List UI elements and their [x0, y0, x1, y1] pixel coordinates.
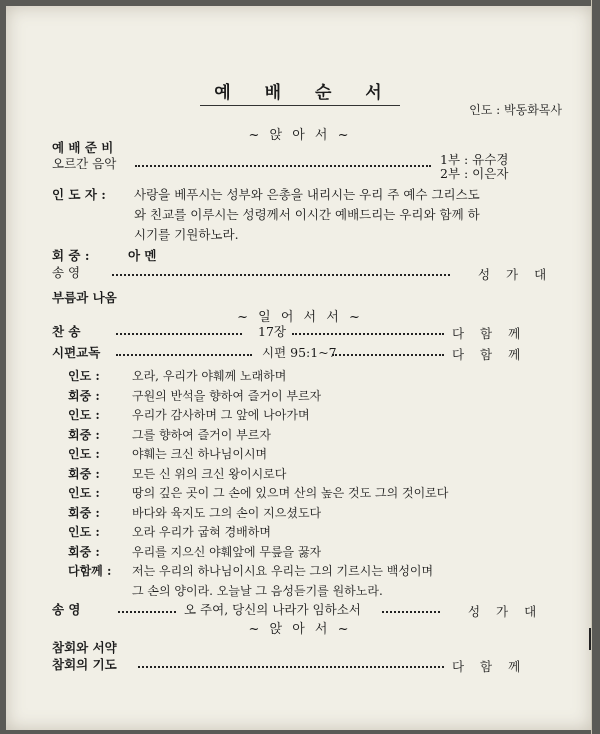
anthem-2-performer: 성 가 대 — [468, 604, 543, 619]
responsive-speaker: 회중 : — [68, 506, 100, 520]
section-sit-1: ~ 앉 아 서 ~ — [248, 128, 352, 143]
anthem-1-performer: 성 가 대 — [478, 267, 553, 282]
margin-mark — [589, 628, 591, 650]
responsive-line: 오라 우리가 굽혀 경배하며 — [132, 525, 271, 539]
responsive-speaker: 회중 : — [68, 428, 100, 442]
psalm-performer: 다 함 께 — [452, 347, 527, 362]
responsive-line: 바다와 육지도 그의 손이 지으셨도다 — [132, 506, 322, 520]
responsive-speaker: 회중 : — [68, 467, 100, 481]
amen-text: 아 멘 — [128, 248, 157, 263]
hymn-number: 17장 — [258, 324, 286, 339]
responsive-speaker: 인도 : — [68, 447, 100, 461]
hymn-label: 찬 송 — [52, 324, 81, 339]
congregation-label: 회 중 : — [52, 248, 90, 263]
anthem-2-label: 송 영 — [52, 602, 81, 617]
prayer-performer: 다 함 께 — [452, 659, 527, 674]
responsive-line: 구원의 반석을 향하여 즐거이 부르자 — [132, 389, 322, 403]
responsive-speaker: 인도 : — [68, 408, 100, 422]
psalm-label: 시편교독 — [52, 345, 101, 360]
invocation-line-3: 시기를 기원하노라. — [134, 227, 239, 242]
responsive-line: 저는 우리의 하나님이시요 우리는 그의 기르시는 백성이며 — [132, 564, 434, 578]
section-stand: ~ 일 어 서 서 ~ — [237, 310, 363, 325]
organ-part-2: 2부 : 이은자 — [440, 166, 509, 181]
hymn-performer: 다 함 께 — [452, 326, 527, 341]
organ-label: 오르간 음악 — [52, 156, 117, 171]
anthem-2-text: 오 주여, 당신의 나라가 임하소서 — [184, 602, 361, 617]
leader-dots — [135, 157, 431, 167]
officiant: 인도 : 박동화목사 — [469, 103, 562, 117]
responsive-speaker: 인도 : — [68, 369, 100, 383]
title-text: 예 배 순 서 — [200, 83, 399, 106]
confession-heading: 참회와 서약 — [52, 640, 117, 655]
responsive-line: 땅의 깊은 곳이 그 손에 있으며 산의 높은 것도 그의 것이로다 — [132, 486, 449, 500]
invocation-line-1: 사랑을 베푸시는 성부와 은총을 내리시는 우리 주 예수 그리스도 — [134, 187, 480, 202]
responsive-speaker: 다함께 : — [68, 564, 112, 578]
leader-dots — [112, 266, 450, 276]
leader-dots — [116, 325, 242, 335]
organ-part-1: 1부 : 유수경 — [440, 152, 509, 167]
leader-dots — [116, 346, 252, 356]
responsive-speaker: 인도 : — [68, 486, 100, 500]
leader-dots — [292, 325, 444, 335]
responsive-line: 모든 신 위의 크신 왕이시로다 — [132, 467, 287, 481]
responsive-line: 그 손의 양이라. 오늘날 그 음성듣기를 원하노라. — [132, 584, 383, 598]
leader-dots — [332, 346, 444, 356]
responsive-speaker: 인도 : — [68, 525, 100, 539]
responsive-speaker: 회중 : — [68, 545, 100, 559]
responsive-line: 우리가 감사하며 그 앞에 나아가며 — [132, 408, 310, 422]
prayer-label: 참회의 기도 — [52, 657, 117, 672]
leader-dots — [138, 658, 444, 668]
psalm-reference: 시편 95:1~7 — [262, 345, 337, 360]
leader-dots — [118, 603, 176, 613]
call-heading: 부름과 나옴 — [52, 290, 117, 305]
page-title — [0, 78, 600, 103]
anthem-1-label: 송 영 — [52, 265, 81, 280]
invocation-line-2: 와 친교를 이루시는 성령께서 이시간 예배드리는 우리와 함께 하 — [134, 207, 480, 222]
invocation-label: 인 도 자 : — [52, 187, 106, 202]
responsive-line: 우리를 지으신 야훼앞에 무릎을 꿇자 — [132, 545, 322, 559]
responsive-speaker: 회중 : — [68, 389, 100, 403]
section-sit-2: ~ 앉 아 서 ~ — [248, 622, 352, 637]
prep-heading: 예 배 준 비 — [52, 140, 114, 155]
responsive-line: 그를 향하여 즐거이 부르자 — [132, 428, 271, 442]
leader-dots — [382, 603, 440, 613]
responsive-line: 야훼는 크신 하나님이시며 — [132, 447, 268, 461]
responsive-line: 오라, 우리가 야훼께 노래하며 — [132, 369, 287, 383]
